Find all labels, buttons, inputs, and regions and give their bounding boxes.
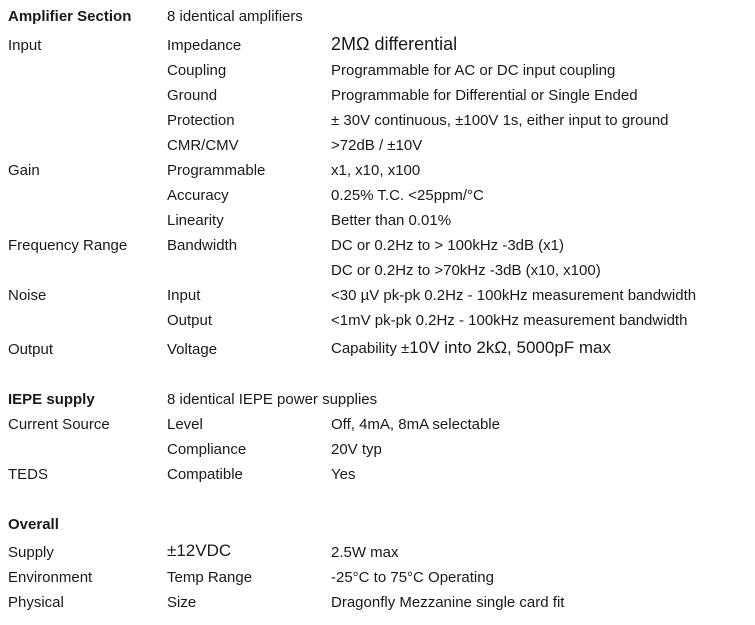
teds-label: TEDS (8, 466, 49, 483)
iepe-section-summary: 8 identical IEPE power supplies (167, 391, 378, 408)
noise-input-value: <30 µV pk-pk 0.2Hz - 100kHz measurement bandwidth (331, 287, 697, 304)
voltage-value-main: 10V into 2kΩ, 5000pF max (409, 338, 611, 357)
frequency-bandwidth-row-2 (0, 261, 755, 285)
protection-value: ± 30V continuous, ±100V 1s, either input to ground (331, 112, 669, 129)
size-value: Dragonfly Mezzanine single card fit (331, 594, 565, 611)
voltage-value (331, 338, 611, 359)
level-value: Off, 4mA, 8mA selectable (331, 416, 500, 433)
overall-physical-row (0, 593, 755, 617)
accuracy-name: Accuracy (167, 187, 229, 204)
input-coupling-row (0, 61, 755, 85)
current-source-level-row (0, 415, 755, 439)
input-impedance-row (0, 36, 755, 60)
programmable-name: Programmable (167, 162, 266, 179)
compatible-value: Yes (331, 466, 356, 483)
gain-label: Gain (8, 162, 40, 179)
amplifier-section-summary: 8 identical amplifiers (167, 8, 303, 25)
noise-output-name: Output (167, 312, 213, 329)
impedance-value: 2MΩ differential (331, 34, 458, 54)
environment-label: Environment (8, 569, 93, 586)
noise-input-name: Input (167, 287, 201, 304)
input-protection-row (0, 111, 755, 135)
gain-programmable-row (0, 161, 755, 185)
compliance-name: Compliance (167, 441, 247, 458)
amplifier-section-header-row (0, 7, 755, 31)
temp-range-name: Temp Range (167, 569, 253, 586)
overall-section-heading: Overall (8, 516, 59, 533)
current-source-compliance-row (0, 440, 755, 464)
accuracy-value: 0.25% T.C. <25ppm/°C (331, 187, 484, 204)
cmr-value: >72dB / ±10V (331, 137, 423, 154)
coupling-name: Coupling (167, 62, 227, 79)
bandwidth-value-x1: DC or 0.2Hz to > 100kHz -3dB (x1) (331, 237, 565, 254)
ground-value: Programmable for Differential or Single Ended (331, 87, 638, 104)
frequency-bandwidth-row (0, 236, 755, 260)
programmable-value: x1, x10, x100 (331, 162, 421, 179)
noise-output-row (0, 311, 755, 335)
overall-environment-row (0, 568, 755, 592)
protection-name: Protection (167, 112, 235, 129)
teds-compatible-row (0, 465, 755, 489)
size-name: Size (167, 594, 197, 611)
noise-label: Noise (8, 287, 47, 304)
input-ground-row (0, 86, 755, 110)
iepe-section-heading: IEPE supply (8, 391, 95, 408)
coupling-value: Programmable for AC or DC input coupling (331, 62, 616, 79)
overall-section-header-row (0, 515, 755, 539)
temp-range-value: -25°C to 75°C Operating (331, 569, 494, 586)
output-voltage-row (0, 340, 755, 364)
compliance-value: 20V typ (331, 441, 382, 458)
impedance-name: Impedance (167, 37, 242, 54)
amplifier-section-heading: Amplifier Section (8, 8, 132, 25)
linearity-name: Linearity (167, 212, 224, 229)
voltage-name: Voltage (167, 341, 218, 358)
supply-name: ±12VDC (167, 541, 232, 560)
iepe-section-header-row (0, 390, 755, 414)
bandwidth-value-x10: DC or 0.2Hz to >70kHz -3dB (x10, x100) (331, 262, 601, 279)
noise-output-value: <1mV pk-pk 0.2Hz - 100kHz measurement bandwidth (331, 312, 688, 329)
noise-input-row (0, 286, 755, 310)
voltage-value-prefix: Capability ± (331, 340, 410, 357)
cmr-name: CMR/CMV (167, 137, 239, 154)
current-source-label: Current Source (8, 416, 110, 433)
input-label: Input (8, 37, 42, 54)
output-label: Output (8, 341, 54, 358)
frequency-range-label: Frequency Range (8, 237, 128, 254)
ground-name: Ground (167, 87, 218, 104)
overall-supply-row (0, 543, 755, 567)
gain-accuracy-row (0, 186, 755, 210)
bandwidth-name: Bandwidth (167, 237, 238, 254)
gain-linearity-row (0, 211, 755, 235)
level-name: Level (167, 416, 203, 433)
physical-label: Physical (8, 594, 64, 611)
supply-value: 2.5W max (331, 544, 399, 561)
supply-label: Supply (8, 544, 54, 561)
linearity-value: Better than 0.01% (331, 212, 452, 229)
input-cmr-row (0, 136, 755, 160)
compatible-name: Compatible (167, 466, 243, 483)
